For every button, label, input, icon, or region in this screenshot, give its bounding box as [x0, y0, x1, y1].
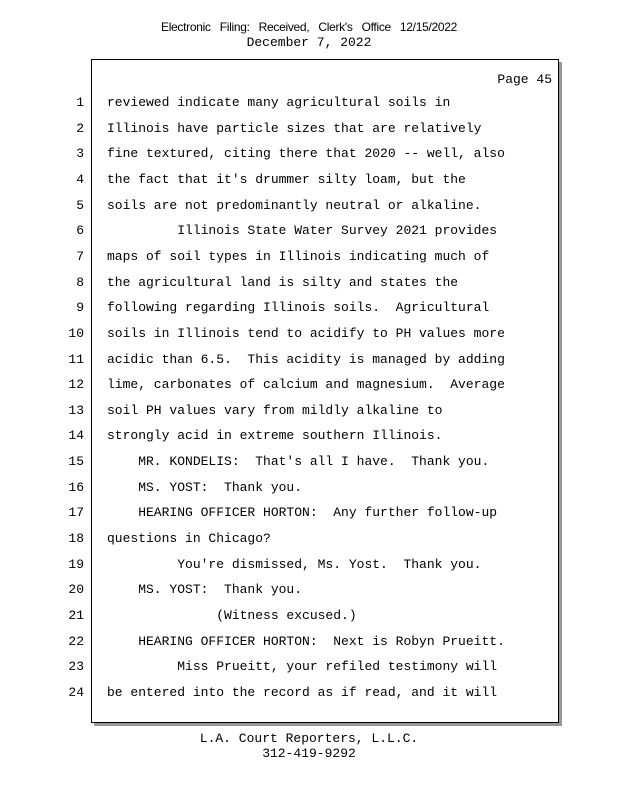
line-text: maps of soil types in Illinois indicating much of: [107, 249, 490, 264]
line-number: 19: [68, 557, 84, 572]
line-number: 9: [76, 300, 84, 315]
line-text: MR. KONDELIS: That's all I have. Thank you.: [107, 454, 490, 469]
line-text: (Witness excused.): [107, 608, 357, 623]
line-number: 7: [76, 249, 84, 264]
line-text: HEARING OFFICER HORTON: Any further follow-up: [107, 505, 498, 520]
reporter-company: L.A. Court Reporters, L.L.C.: [199, 731, 419, 746]
page-number: Page 45: [497, 72, 552, 87]
line-number: 15: [68, 454, 84, 469]
line-text: strongly acid in extreme southern Illinois.: [107, 428, 443, 443]
line-text: soil PH values vary from mildly alkaline to: [107, 403, 443, 418]
line-text: fine textured, citing there that 2020 -- well, also: [107, 146, 505, 161]
line-number: 2: [76, 121, 84, 136]
line-number: 3: [76, 146, 84, 161]
line-number: 11: [68, 352, 84, 367]
line-text: following regarding Illinois soils. Agricultural: [107, 300, 490, 315]
line-text: MS. YOST: Thank you.: [107, 480, 303, 495]
line-number: 1: [76, 95, 84, 110]
line-text: Miss Prueitt, your refiled testimony will: [107, 659, 498, 674]
line-text: soils in Illinois tend to acidify to PH values more: [107, 326, 505, 341]
line-text: the fact that it's drummer silty loam, but the: [107, 172, 466, 187]
line-number: 4: [76, 172, 84, 187]
line-text: be entered into the record as if read, and it will: [107, 685, 498, 700]
line-number: 13: [68, 403, 84, 418]
line-text: questions in Chicago?: [107, 531, 271, 546]
line-number: 6: [76, 223, 84, 238]
line-number: 18: [68, 531, 84, 546]
line-text: the agricultural land is silty and states the: [107, 275, 459, 290]
line-text: lime, carbonates of calcium and magnesium. Average: [107, 377, 505, 392]
line-number: 16: [68, 480, 84, 495]
line-number: 22: [68, 634, 84, 649]
line-text: soils are not predominantly neutral or alkaline.: [107, 198, 482, 213]
line-number: 20: [68, 582, 84, 597]
hearing-date: December 7, 2022: [246, 35, 372, 50]
line-text: Illinois have particle sizes that are relatively: [107, 121, 482, 136]
line-number: 17: [68, 505, 84, 520]
line-number: 14: [68, 428, 84, 443]
line-text: You're dismissed, Ms. Yost. Thank you.: [107, 557, 482, 572]
line-text: Illinois State Water Survey 2021 provides: [107, 223, 498, 238]
line-text: MS. YOST: Thank you.: [107, 582, 303, 597]
line-number: 5: [76, 198, 84, 213]
line-number: 10: [68, 326, 84, 341]
line-number: 23: [68, 659, 84, 674]
line-number: 12: [68, 377, 84, 392]
reporter-phone: 312-419-9292: [262, 746, 356, 761]
line-text: acidic than 6.5. This acidity is managed by adding: [107, 352, 505, 367]
line-number: 21: [68, 608, 84, 623]
line-number: 24: [68, 685, 84, 700]
line-text: reviewed indicate many agricultural soils in: [107, 95, 451, 110]
line-number: 8: [76, 275, 84, 290]
line-text: HEARING OFFICER HORTON: Next is Robyn Prueitt.: [107, 634, 505, 649]
filing-stamp: Electronic Filing: Received, Clerk's Office 12/15/2022: [160, 20, 457, 34]
